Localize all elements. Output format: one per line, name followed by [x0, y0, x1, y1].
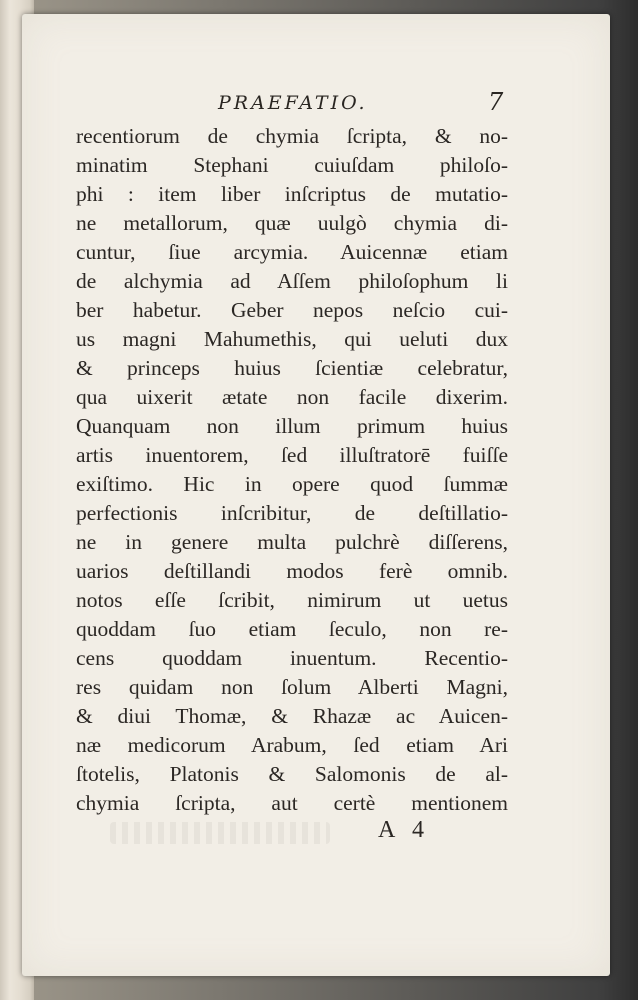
text-line: & diui Thomæ, & Rhazæ ac Auicen-	[76, 704, 508, 728]
text-line: phi : item liber inſcriptus de mutatio-	[76, 182, 508, 206]
text-line: chymia ſcripta, aut certè mentionem	[76, 791, 508, 815]
text-line: ne metallorum, quæ uulgò chymia di-	[76, 211, 508, 235]
text-line: artis inuentorem, ſed illuſtratorē fuiſſe	[76, 443, 508, 467]
text-line: notos eſſe ſcribit, nimirum ut uetus	[76, 588, 508, 612]
page-header	[22, 14, 610, 134]
text-line: næ medicorum Arabum, ſed etiam Ari	[76, 733, 508, 757]
text-line: exiſtimo. Hic in opere quod ſummæ	[76, 472, 508, 496]
text-line: qua uixerit ætate non facile dixerim.	[76, 385, 508, 409]
text-line: ne in genere multa pulchrè diſſerens,	[76, 530, 508, 554]
show-through-ink	[110, 822, 330, 844]
page-number: 7	[488, 88, 504, 116]
text-line: us magni Mahumethis, qui ueluti dux	[76, 327, 508, 351]
text-line: recentiorum de chymia ſcripta, & no-	[76, 124, 508, 148]
text-line: minatim Stephani cuiuſdam philoſo-	[76, 153, 508, 177]
text-line: ſtotelis, Platonis & Salomonis de al-	[76, 762, 508, 786]
text-line: quoddam ſuo etiam ſeculo, non re-	[76, 617, 508, 641]
running-head: PRAEFATIO.	[218, 92, 368, 114]
book-page	[22, 14, 610, 976]
text-line: de alchymia ad Aſſem philoſophum li	[76, 269, 508, 293]
text-block	[76, 122, 508, 818]
text-line: & princeps huius ſcientiæ celebratur,	[76, 356, 508, 380]
text-line: cuntur, ſiue arcymia. Auicennæ etiam	[76, 240, 508, 264]
text-line: uarios deſtillandi modos ferè omnib.	[76, 559, 508, 583]
text-line: res quidam non ſolum Alberti Magni,	[76, 675, 508, 699]
text-line: Quanquam non illum primum huius	[76, 414, 508, 438]
text-line: perfectionis inſcribitur, de deſtillatio-	[76, 501, 508, 525]
signature-mark: A 4	[378, 817, 431, 843]
text-line: ber habetur. Geber nepos neſcio cui-	[76, 298, 508, 322]
text-line: cens quoddam inuentum. Recentio-	[76, 646, 508, 670]
